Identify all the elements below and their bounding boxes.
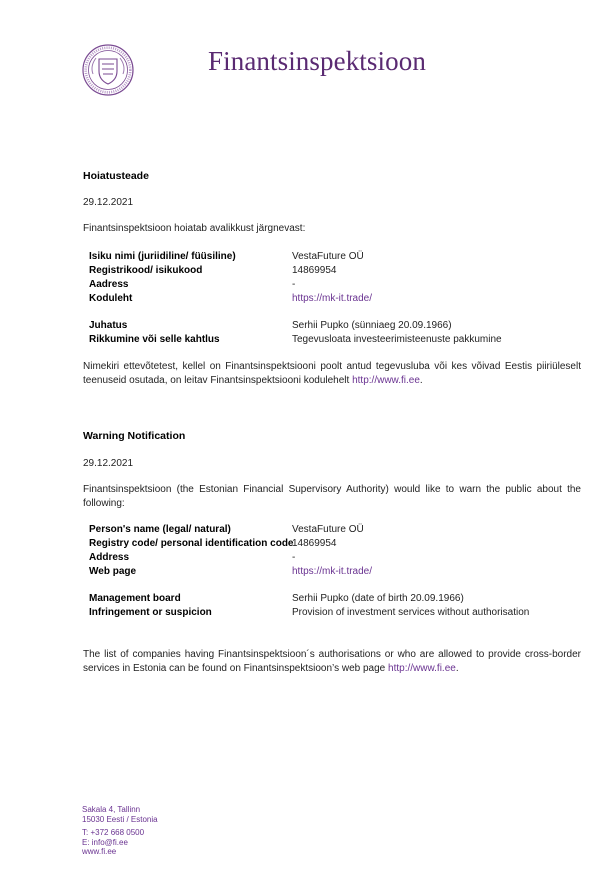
et-outro-end: .: [419, 375, 423, 386]
et-intro: Finantsinspektsioon hoiatab avalikkust järgnevast:: [83, 223, 306, 234]
en-value-regcode: 14869954: [292, 538, 337, 549]
et-title: Hoiatusteade: [83, 170, 149, 182]
et-date: 29.12.2021: [83, 197, 134, 208]
footer-address-line2: 15030 Eesti / Estonia: [82, 814, 158, 824]
et-outro: [83, 360, 581, 388]
en-label-name: Person's name (legal/ natural): [89, 524, 231, 535]
en-intro: Finantsinspektsioon (the Estonian Financial Supervisory Authority) would like to warn the public about the following:: [83, 484, 581, 509]
footer-address: [82, 805, 158, 824]
en-label-board: Management board: [89, 593, 181, 604]
en-date: 29.12.2021: [83, 458, 134, 469]
en-title: Warning Notification: [83, 430, 186, 442]
en-label-address: Address: [89, 552, 130, 563]
et-value-infringement: Tegevusloata investeerimisteenuste pakkumine: [292, 334, 502, 345]
en-outro-end: .: [455, 663, 459, 674]
et-outro-link[interactable]: http://www.fi.ee: [352, 375, 420, 386]
footer-phone: T: +372 668 0500: [82, 828, 145, 837]
en-label-infringement: Infringement or suspicion: [89, 607, 212, 618]
footer-email[interactable]: E: info@fi.ee: [82, 837, 128, 847]
et-label-regcode: Registrikood/ isikukood: [89, 265, 203, 276]
en-value-infringement: Provision of investment services without authorisation: [292, 607, 530, 618]
et-value-board: Serhii Pupko (sünniaeg 20.09.1966): [292, 320, 452, 331]
et-outro-text: Nimekiri ettevõtetest, kellel on Finantsinspektsiooni poolt antud tegevusluba või kes võivad Eestis piiriüleselt teenuseid osutada, on leitav Finantsinspektsiooni kodulehelt: [83, 361, 581, 386]
en-label-website: Web page: [89, 566, 137, 577]
en-outro-text: The list of companies having Finantsinspektsioon´s authorisations or who are allowed to provide cross-border services in Estonia can be found on Finantsinspektsioon’s web page: [83, 649, 581, 674]
footer-contacts: [82, 828, 144, 857]
et-value-address: -: [292, 279, 296, 290]
brand-name: Finantsinspektsioon: [208, 46, 426, 76]
et-label-board: Juhatus: [89, 320, 128, 331]
et-value-regcode: 14869954: [292, 265, 337, 276]
footer-address-line1: Sakala 4, Tallinn: [82, 805, 141, 814]
coat-of-arms-seal-icon: [82, 44, 134, 96]
et-label-name: Isiku nimi (juriidiline/ füüsiline): [89, 251, 236, 262]
en-outro: [83, 648, 581, 676]
et-label-infringement: Rikkumine või selle kahtlus: [89, 334, 220, 345]
en-value-address: -: [292, 552, 296, 563]
en-value-name: VestaFuture OÜ: [292, 524, 364, 535]
et-label-website: Koduleht: [89, 293, 133, 304]
en-label-regcode: Registry code/ personal identification code: [89, 538, 294, 549]
et-value-name: VestaFuture OÜ: [292, 251, 364, 262]
et-value-website-link[interactable]: https://mk-it.trade/: [292, 293, 373, 304]
en-value-website-link[interactable]: https://mk-it.trade/: [292, 566, 373, 577]
en-outro-link[interactable]: http://www.fi.ee: [388, 663, 456, 674]
footer-web[interactable]: www.fi.ee: [82, 847, 117, 856]
et-label-address: Aadress: [89, 279, 129, 290]
en-value-board: Serhii Pupko (date of birth 20.09.1966): [292, 593, 464, 604]
